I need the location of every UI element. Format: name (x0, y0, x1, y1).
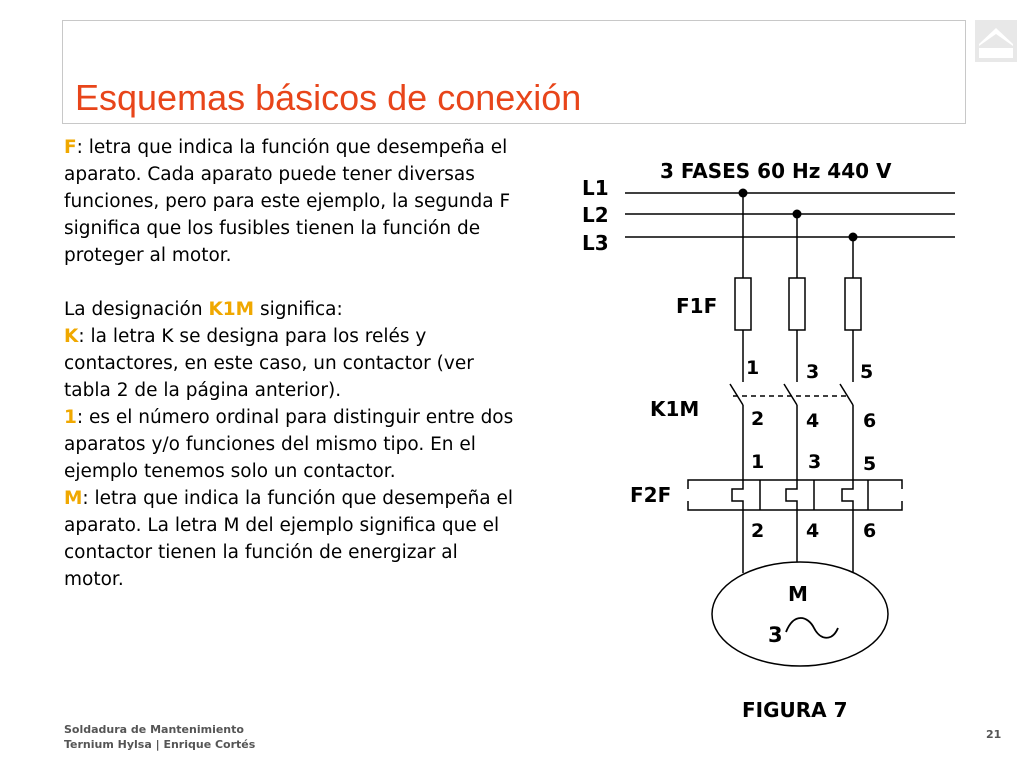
relay-label: F2F (630, 483, 672, 507)
contactor-terminal-1: 1 (746, 357, 760, 379)
line-label-l3: L3 (582, 231, 609, 255)
wiring-diagram (570, 150, 970, 730)
contact-3 (840, 384, 853, 405)
paragraph-designation (64, 296, 514, 323)
contactor-label: K1M (650, 397, 700, 421)
contact-1 (730, 384, 743, 405)
overload-relay (688, 480, 902, 510)
contactor-terminal-3: 3 (806, 361, 820, 383)
paragraph-f-text: : letra que indica la función que desempeña el aparato. Cada aparato puede tener diversas funciones, pero para este ejemplo, la segunda F significa que los fusibles tienen la función de proteger al motor. (64, 137, 511, 266)
paragraph-k (64, 323, 514, 404)
figure-caption: FIGURA 7 (742, 698, 848, 722)
relay-terminal-6: 6 (863, 520, 877, 542)
page-number: 21 (986, 728, 1002, 741)
page-title: Esquemas básicos de conexión (75, 77, 582, 118)
contactor-terminal-5: 5 (860, 361, 874, 383)
fuse-3 (845, 278, 861, 330)
paragraph-k-text: : la letra K se designa para los relés y contactores, en este caso, un contactor (ver tabla 2 de la página anterior). (64, 326, 474, 401)
fuse-label: F1F (676, 294, 718, 318)
key-m: M (64, 488, 83, 509)
paragraph-m (64, 485, 514, 593)
contactor-terminal-4: 4 (806, 410, 820, 432)
supply-label: 3 FASES 60 Hz 440 V (660, 159, 892, 183)
contact-2 (784, 384, 797, 405)
motor-phases: 3 (768, 623, 783, 647)
motor-label: M (788, 582, 808, 606)
motor (712, 562, 888, 666)
key-1: 1 (64, 407, 77, 428)
paragraph-designation-prefix: La designación (64, 299, 209, 320)
relay-terminal-1: 1 (751, 451, 765, 473)
key-k1m: K1M (208, 299, 255, 320)
relay-terminal-2: 2 (751, 520, 765, 542)
line-label-l2: L2 (582, 203, 609, 227)
footer (64, 722, 255, 752)
key-k: K (64, 326, 79, 347)
paragraph-1 (64, 404, 514, 485)
fuse-2 (789, 278, 805, 330)
paragraph-m-text: : letra que indica la función que desempeña el aparato. La letra M del ejemplo significa que el contactor tienen la función de energizar al motor. (64, 488, 514, 590)
relay-terminal-4: 4 (806, 520, 820, 542)
contactor-terminal-6: 6 (863, 410, 877, 432)
title-box (62, 20, 966, 124)
paragraph-designation-text: significa: (254, 299, 343, 320)
line-label-l1: L1 (582, 176, 609, 200)
paragraph-1-text: : es el número ordinal para distinguir entre dos aparatos y/o funciones del mismo tipo. En el ejemplo tenemos solo un contactor. (64, 407, 514, 482)
body-text (64, 134, 514, 593)
contactor-terminal-2: 2 (751, 408, 765, 430)
fuse-1 (735, 278, 751, 330)
paragraph-f (64, 134, 514, 269)
relay-terminal-3: 3 (808, 451, 822, 473)
home-icon[interactable] (975, 20, 1017, 62)
footer-author: Ternium Hylsa | Enrique Cortés (64, 738, 256, 751)
key-f: F (64, 137, 77, 158)
relay-terminal-5: 5 (863, 453, 877, 475)
footer-course: Soldadura de Mantenimiento (64, 723, 244, 736)
